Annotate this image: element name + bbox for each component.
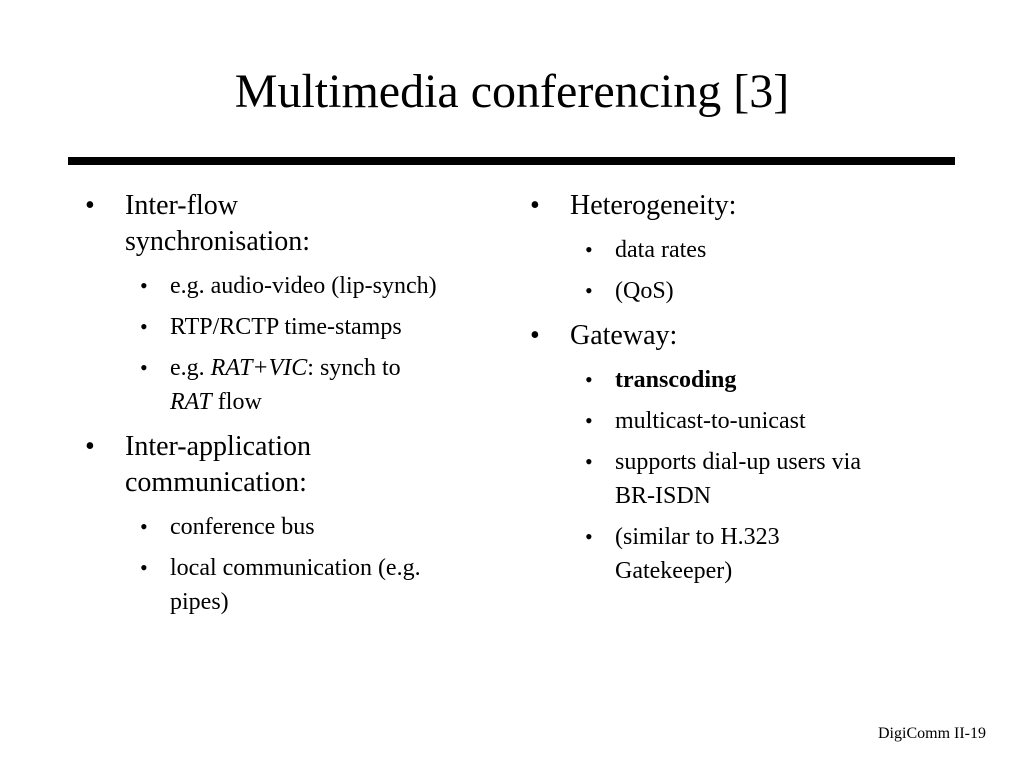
- sub-bullet: • e.g. audio-video (lip-synch): [85, 269, 505, 303]
- bullet-icon: •: [85, 431, 95, 462]
- bullet-icon: •: [585, 408, 593, 433]
- bullet-inter-application: [85, 429, 505, 501]
- bullet-icon: •: [530, 190, 540, 221]
- bullet-icon: •: [140, 273, 148, 298]
- bullet-icon: •: [585, 278, 593, 303]
- sub-bullet: • supports dial-up users via BR-ISDN: [530, 445, 950, 513]
- sub-bullet: • transcoding: [530, 363, 950, 397]
- bullet-icon: •: [585, 524, 593, 549]
- bullet-icon: •: [140, 314, 148, 339]
- bullet-inter-flow: [85, 188, 505, 260]
- bullet-icon: •: [140, 555, 148, 580]
- bullet-heterogeneity: • Heterogeneity:: [530, 188, 950, 224]
- bullet-icon: •: [140, 355, 148, 380]
- bullet-icon: •: [530, 320, 540, 351]
- sub-list-inter-flow: [85, 269, 505, 419]
- bullet-icon: •: [585, 367, 593, 392]
- bullet-label: Inter-application communication:: [125, 431, 312, 498]
- sub-bullet: • multicast-to-unicast: [530, 404, 950, 438]
- sub-list-inter-application: [85, 510, 505, 619]
- sub-list-gateway: [530, 363, 950, 588]
- slide-footer: DigiComm II-19: [878, 725, 986, 742]
- right-column: [530, 188, 950, 598]
- sub-bullet: • (similar to H.323 Gatekeeper): [530, 520, 950, 588]
- sub-bullet: • e.g. RAT+VIC: synch to RAT flow: [85, 351, 505, 419]
- bullet-gateway: • Gateway:: [530, 318, 950, 354]
- title-divider: [68, 157, 955, 165]
- sub-bullet: • local communication (e.g. pipes): [85, 551, 505, 619]
- slide-title: Multimedia conferencing [3]: [234, 65, 790, 118]
- sub-bullet: • conference bus: [85, 510, 505, 544]
- sub-bullet: • (QoS): [530, 274, 950, 308]
- sub-bullet: • RTP/RCTP time-stamps: [85, 310, 505, 344]
- sub-bullet: • data rates: [530, 233, 950, 267]
- sub-list-heterogeneity: [530, 233, 950, 308]
- left-column: [85, 188, 505, 629]
- bullet-icon: •: [85, 190, 95, 221]
- bullet-icon: •: [585, 449, 593, 474]
- bullet-icon: •: [585, 237, 593, 262]
- bullet-label: Inter-flow synchronisation:: [125, 190, 311, 257]
- bullet-icon: •: [140, 514, 148, 539]
